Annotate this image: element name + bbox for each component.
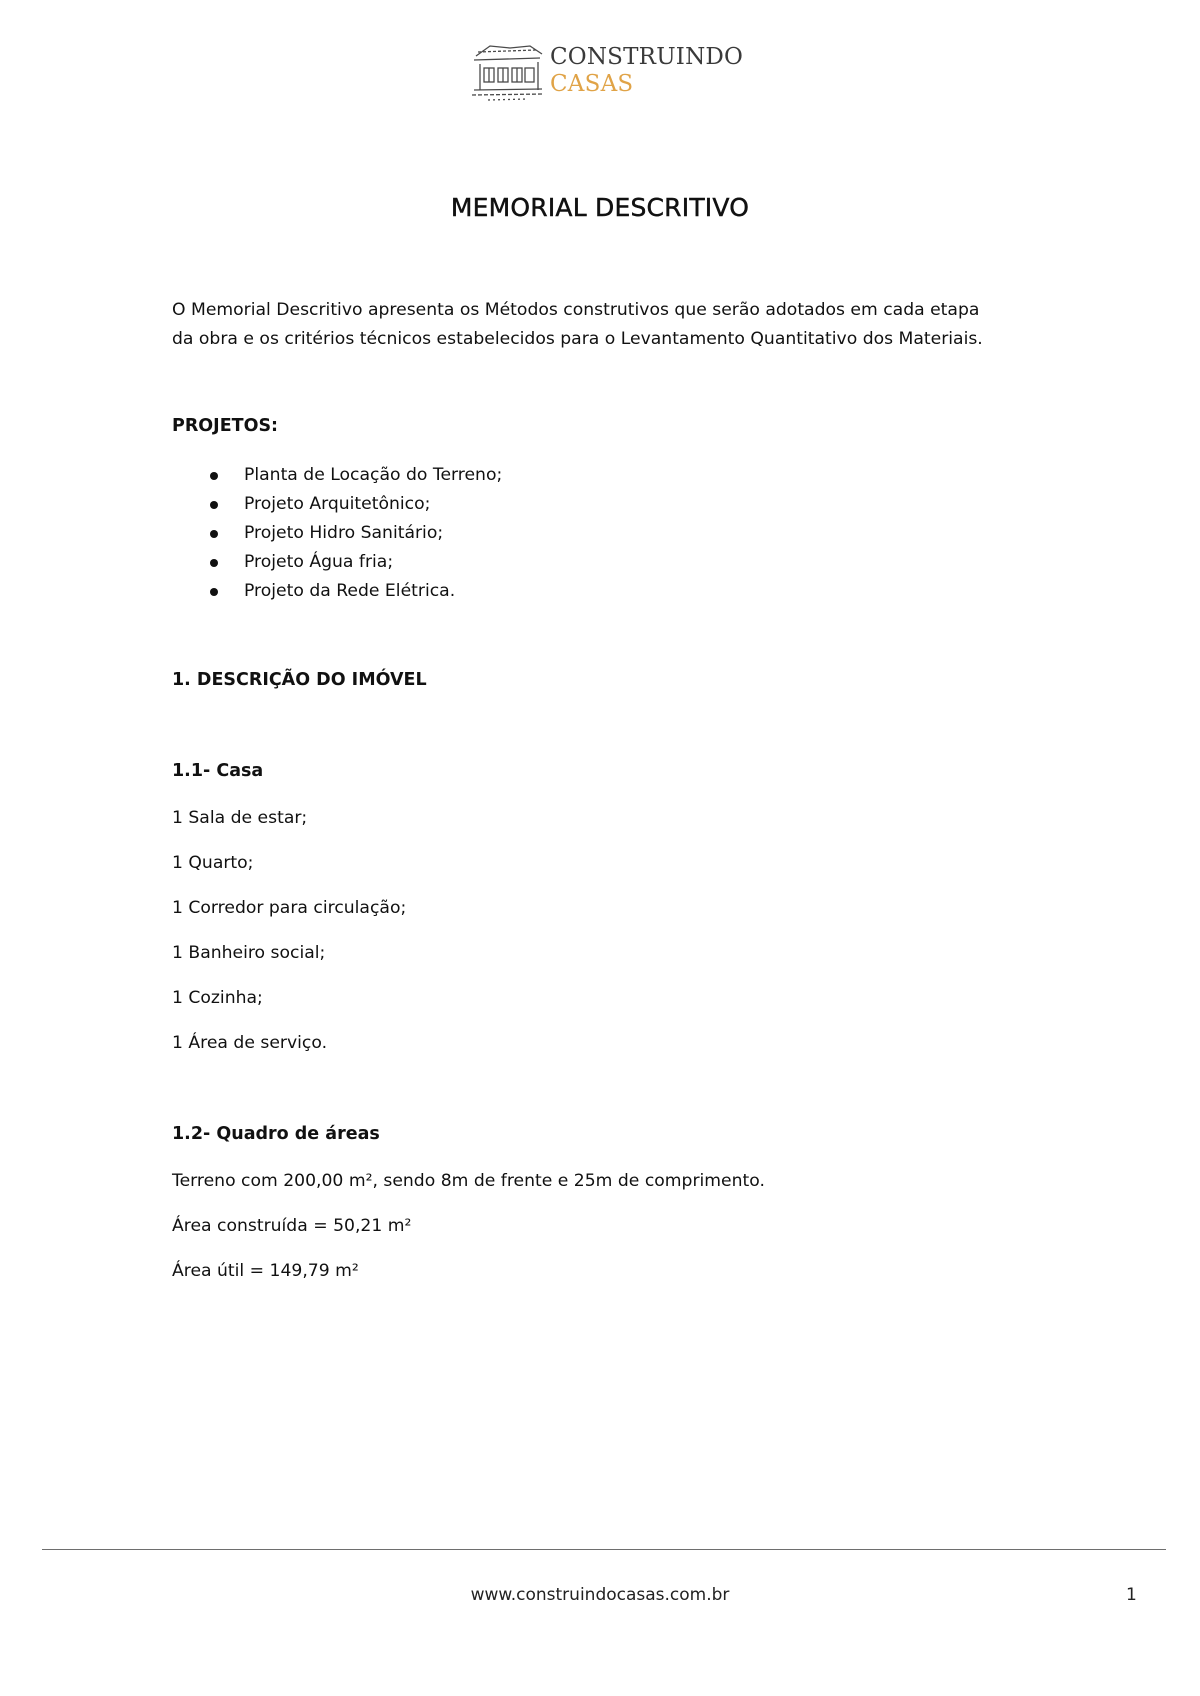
list-item: Projeto Água fria;: [172, 548, 502, 577]
room-line: 1 Quarto;: [172, 853, 254, 873]
bullet-icon: [210, 588, 218, 596]
footer-url: www.construindocasas.com.br: [470, 1585, 730, 1605]
page-number: 1: [1126, 1585, 1137, 1605]
bullet-icon: [210, 501, 218, 509]
area-line: Área construída = 50,21 m²: [172, 1216, 412, 1236]
projects-heading: PROJETOS:: [172, 416, 279, 436]
room-line: 1 Corredor para circulação;: [172, 898, 407, 918]
bullet-icon: [210, 530, 218, 538]
room-line: 1 Banheiro social;: [172, 943, 326, 963]
list-item: Projeto Hidro Sanitário;: [172, 519, 502, 548]
list-item: Planta de Locação do Terreno;: [172, 461, 502, 490]
list-item: Projeto da Rede Elétrica.: [172, 577, 502, 606]
list-item: Projeto Arquitetônico;: [172, 490, 502, 519]
logo-wordmark-construindo: CONSTRUINDO: [550, 44, 744, 70]
projects-list: [172, 461, 502, 606]
bullet-icon: [210, 472, 218, 480]
intro-paragraph: [172, 296, 1052, 354]
room-line: 1 Cozinha;: [172, 988, 263, 1008]
logo: [470, 42, 744, 104]
house-sketch-icon: [470, 42, 546, 104]
section-heading: 1. DESCRIÇÃO DO IMÓVEL: [172, 670, 427, 690]
bullet-icon: [210, 559, 218, 567]
document-title: MEMORIAL DESCRITIVO: [450, 193, 750, 222]
logo-wordmark-casas: CASAS: [550, 71, 634, 97]
footer-divider: [42, 1549, 1166, 1550]
subsection-heading: 1.2- Quadro de áreas: [172, 1124, 380, 1144]
area-line: Área útil = 149,79 m²: [172, 1261, 359, 1281]
area-line: Terreno com 200,00 m², sendo 8m de frente e 25m de comprimento.: [172, 1171, 765, 1191]
room-line: 1 Área de serviço.: [172, 1033, 328, 1053]
room-line: 1 Sala de estar;: [172, 808, 308, 828]
subsection-heading: 1.1- Casa: [172, 761, 264, 781]
intro-line: O Memorial Descritivo apresenta os Métodos construtivos que serão adotados em cada etapa: [172, 300, 980, 320]
intro-line: da obra e os critérios técnicos estabelecidos para o Levantamento Quantitativo dos Materiais.: [172, 329, 983, 349]
